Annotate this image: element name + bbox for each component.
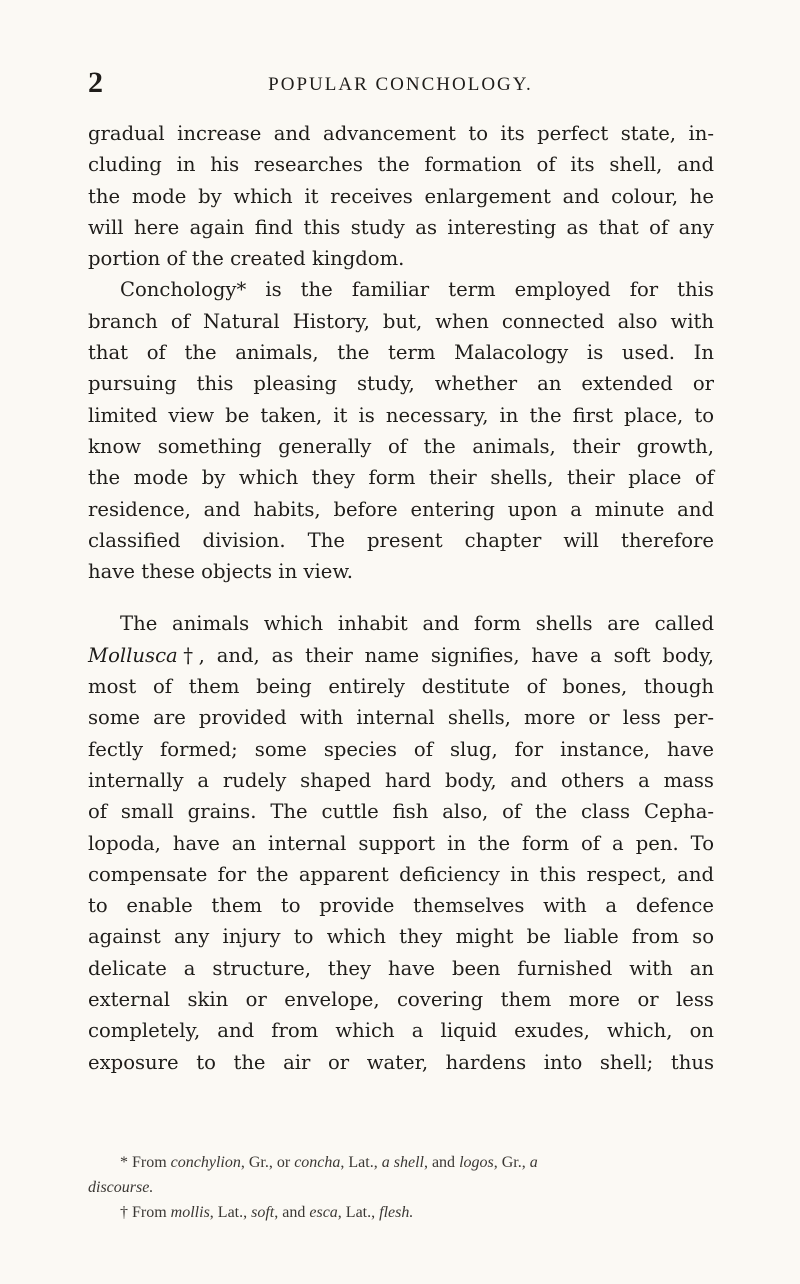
fn-term: flesh. <box>379 1204 414 1221</box>
fn-term: esca <box>309 1204 338 1221</box>
paragraph-1 <box>88 118 714 274</box>
text-line: fectly formed; some species of slug, for instance, have <box>88 737 714 761</box>
text-line: of small grains. The cuttle fish also, of the class Cepha- <box>88 800 714 824</box>
text-line: external skin or envelope, covering them more or less <box>88 988 714 1012</box>
fn-term: concha <box>294 1154 341 1171</box>
fn-text: , Lat., <box>337 1204 380 1221</box>
fn-term: conchylion <box>170 1154 241 1171</box>
text-line: The animals which inhabit and form shells are called <box>120 612 714 636</box>
text-line: the mode by which they form their shells, their place of <box>88 466 714 490</box>
fn-text: , Gr., or <box>240 1154 295 1171</box>
text-line <box>88 640 714 671</box>
fn-text: , Lat., <box>209 1204 252 1221</box>
text-line: exposure to the air or water, hardens into shell; thus <box>88 1050 714 1074</box>
text-line: will here again find this study as interesting as that of any <box>88 215 714 239</box>
running-title: POPULAR CONCHOLOGY. <box>268 74 533 95</box>
text-line: to enable them to provide themselves with a defence <box>88 894 714 918</box>
fn-text: , and <box>274 1204 310 1221</box>
body-text <box>88 118 714 1078</box>
text-line: internally a rudely shaped hard body, and others a mass <box>88 768 714 792</box>
text-line: classified division. The present chapter will therefore <box>88 528 714 552</box>
term-mollusca: Mollusca <box>88 643 178 667</box>
footnote-1 <box>88 1150 714 1175</box>
fn-term: a <box>529 1154 538 1171</box>
text-line: gradual increase and advancement to its perfect state, in- <box>88 122 714 145</box>
footnotes <box>88 1150 714 1225</box>
text-line: residence, and habits, before entering upon a minute and <box>88 497 714 521</box>
text-fragment: †, and, as their name signifies, have a soft body, <box>177 643 714 667</box>
text-line: know something generally of the animals, their growth, <box>88 434 714 458</box>
fn-term: discourse. <box>88 1179 154 1196</box>
text-line: that of the animals, the term Malacology is used. In <box>88 341 714 365</box>
fn-text: , Gr., <box>493 1154 530 1171</box>
text-line: most of them being entirely destitute of bones, though <box>88 675 714 699</box>
paragraph-2 <box>88 274 714 587</box>
fn-term: soft <box>251 1204 275 1221</box>
page-number: 2 <box>88 66 103 99</box>
text-line: Conchology* is the familiar term employed for this <box>120 278 714 302</box>
text-line: the mode by which it receives enlargement and colour, he <box>88 184 714 208</box>
text-line: cluding in his researches the formation of its shell, and <box>88 153 714 177</box>
text-line: lopoda, have an internal support in the form of a pen. To <box>88 831 714 855</box>
fn-text: † From <box>120 1204 171 1221</box>
text-line: branch of Natural History, but, when connected also with <box>88 309 714 333</box>
fn-text: * From <box>120 1154 171 1171</box>
fn-term: logos <box>459 1154 494 1171</box>
text-line: have these objects in view. <box>88 560 354 584</box>
footnote-1-continued <box>88 1175 714 1200</box>
text-line: compensate for the apparent deficiency in this respect, and <box>88 862 714 886</box>
fn-text: , and <box>423 1154 460 1171</box>
text-line: pursuing this pleasing study, whether an extended or <box>88 372 714 396</box>
text-line: delicate a structure, they have been furnished with an <box>88 956 714 980</box>
text-line: against any injury to which they might be liable from so <box>88 925 714 949</box>
paragraph-3 <box>88 608 714 1077</box>
text-line: completely, and from which a liquid exudes, which, on <box>88 1019 714 1043</box>
page-header <box>88 66 713 102</box>
fn-term: a shell <box>381 1154 424 1171</box>
fn-term: mollis <box>170 1204 210 1221</box>
footnote-2 <box>88 1200 714 1225</box>
text-line: limited view be taken, it is necessary, in the first place, to <box>88 403 714 427</box>
fn-text: , Lat., <box>340 1154 382 1171</box>
text-line: portion of the created kingdom. <box>88 247 405 271</box>
text-line: some are provided with internal shells, more or less per- <box>88 706 714 730</box>
